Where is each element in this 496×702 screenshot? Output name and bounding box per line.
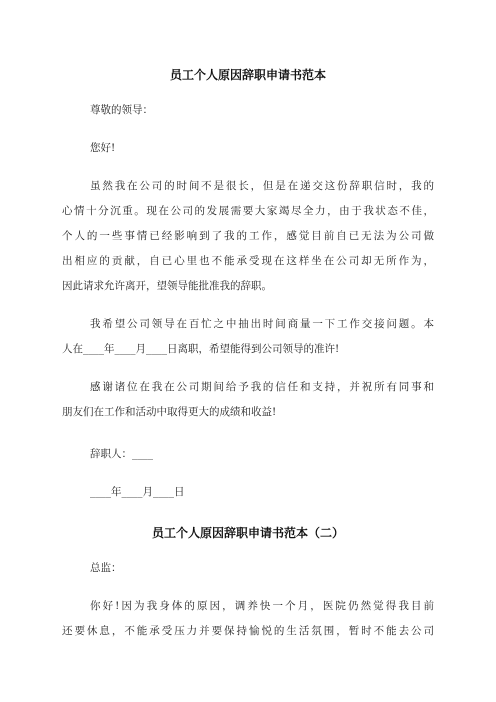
paragraph-line: 感谢诸位在我在公司期间给予我的信任和支持，并祝所有同事和 xyxy=(90,381,434,393)
salutation: 总监： xyxy=(90,562,122,574)
paragraph-line: 出相应的贡献，自已心里也不能承受现在这样坐在公司却无所作为， xyxy=(62,255,434,267)
document-title: 员工个人原因辞职申请书范本 xyxy=(169,68,326,82)
paragraph-line: 你好!因为我身体的原因，调养快一个月，医院仍然觉得我目前 xyxy=(90,600,434,612)
salutation: 尊敬的领导： xyxy=(90,104,153,116)
paragraph-line: 人在____年____月____日离职，希望能得到公司领导的准许! xyxy=(62,343,340,355)
paragraph-line: 还要休息，不能承受压力并要保持愉悦的生活氛围，暂时不能去公司 xyxy=(62,625,434,637)
paragraph-line: 心情十分沉重。现在公司的发展需要大家竭尽全力，由于我状态不佳， xyxy=(62,205,434,217)
paragraph-line: 因此请求允许离开，望领导能批准我的辞职。 xyxy=(62,280,272,292)
section-title: 员工个人原因辞职申请书范本（二） xyxy=(151,526,344,540)
paragraph-line: 个人的一些事情已经影响到了我的工作，感觉目前自已无法为公司做 xyxy=(62,230,434,242)
signer-line: 辞职人：____ xyxy=(90,448,153,460)
paragraph-line: 虽然我在公司的时间不是很长，但是在递交这份辞职信时，我的 xyxy=(90,180,434,192)
paragraph-line: 我希望公司领导在百忙之中抽出时间商量一下工作交接问题。本 xyxy=(90,318,434,330)
paragraph-line: 朋友们在工作和活动中取得更大的成绩和收益! xyxy=(62,406,277,418)
greeting: 您好! xyxy=(90,142,116,154)
date-line: ____年____月____日 xyxy=(90,486,185,498)
